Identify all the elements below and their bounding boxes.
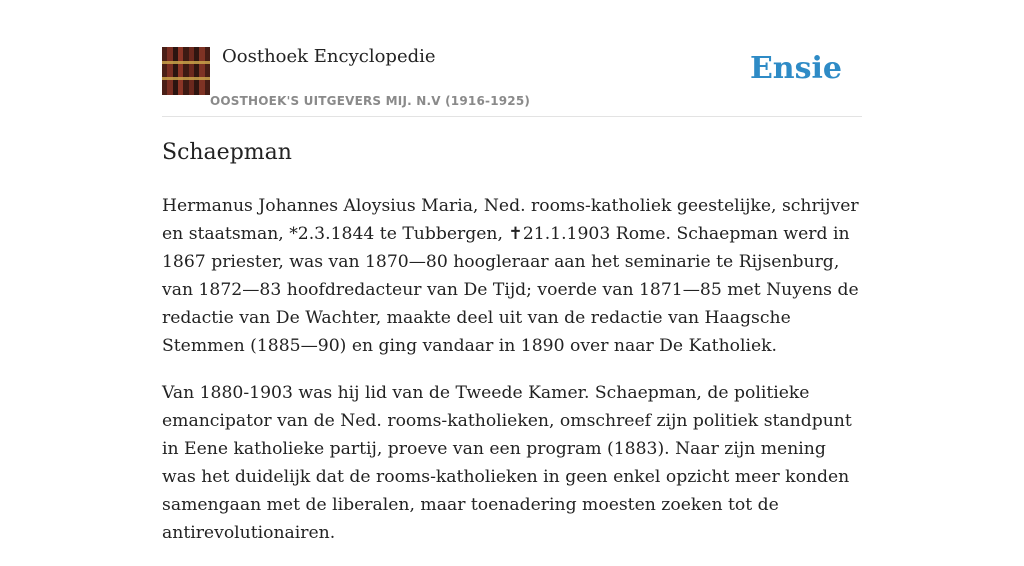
article-paragraph: Hermanus Johannes Aloysius Maria, Ned. rooms-katholiek geestelijke, schrijver en staatsman, *2.3.1844 te Tubbergen, ✝21.1.1903 Rome. Schaepman werd in 1867 priester, was van 1870—80 hoogleraar aan het seminarie te Rijsenburg, van 1872—83 hoofdredacteur van De Tijd; voerde van 1871—85 met Nuyens de redactie van De Wachter, maakte deel uit van de redactie van Haagsche Stemmen (1885—90) en ging vandaar in 1890 over naar De Katholiek.	[162, 196, 859, 356]
page-container	[162, 0, 862, 543]
brand-logo[interactable]: Ensie	[749, 51, 842, 86]
site-name[interactable]: Oosthoek Encyclopedie	[222, 46, 436, 67]
bookshelf-icon[interactable]	[162, 47, 210, 95]
site-header	[162, 0, 862, 117]
article-body	[162, 192, 862, 566]
article-paragraph: Van 1880-1903 was hij lid van de Tweede Kamer. Schaepman, de politieke emancipator van de Ned. rooms-katholieken, omschreef zijn politiek standpunt in Eene katholieke partij, proeve van een program (1883). Naar zijn mening was het duidelijk dat de rooms-katholieken in geen enkel opzicht meer konden samengaan met de liberalen, maar toenadering moesten zoeken tot de antirevolutionairen.	[162, 383, 852, 543]
publisher-label: OOSTHOEK'S UITGEVERS MIJ. N.V (1916-1925)	[210, 94, 531, 108]
article-title: Schaepman	[162, 140, 292, 165]
